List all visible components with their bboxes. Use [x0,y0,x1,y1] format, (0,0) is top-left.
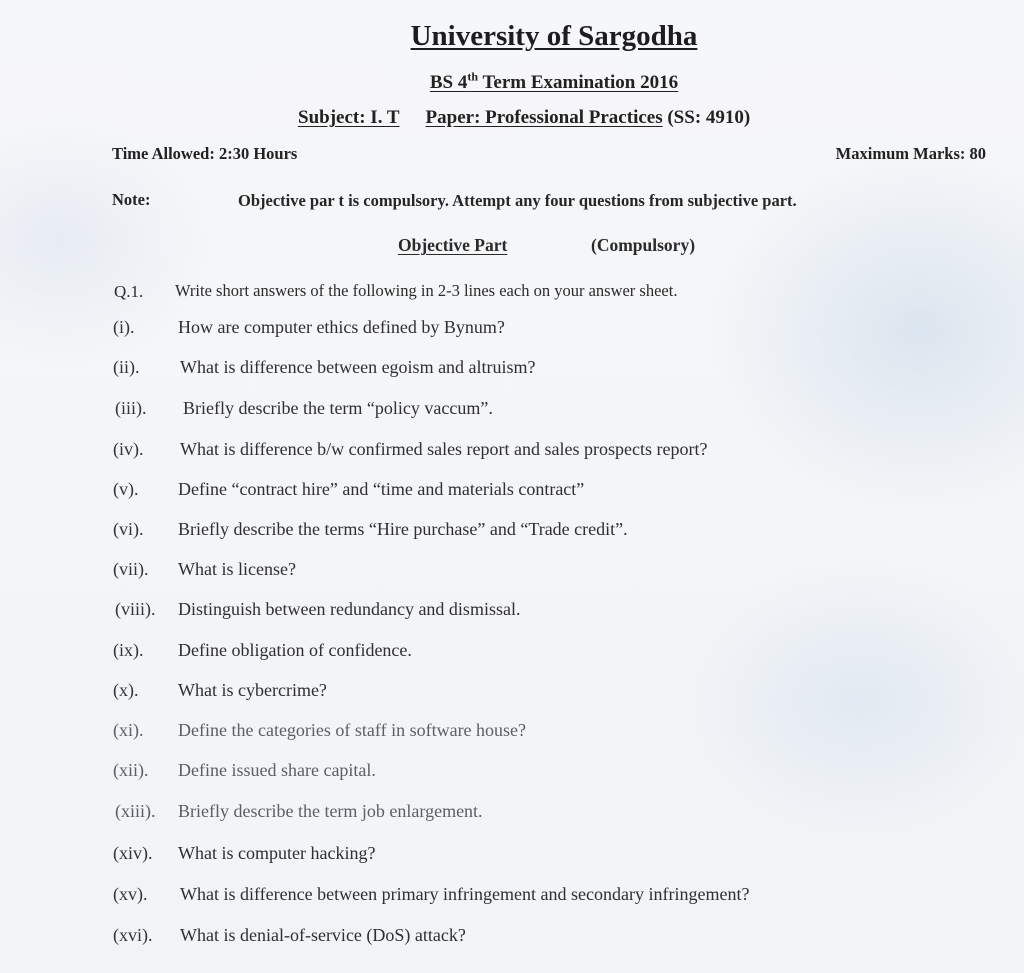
university-title: University of Sargodha [410,20,698,52]
item-number: (xiii). [115,801,156,821]
item-number: (iv). [113,439,144,459]
compulsory-label: (Compulsory) [591,235,696,255]
paper-code: (SS: 4910) [667,107,751,128]
item-text: What is license? [178,559,296,579]
item-number: (ii). [113,357,140,377]
item-number: (vii). [113,559,149,579]
item-number: (v). [113,479,139,499]
note-text: Objective par t is compulsory. Attempt any four questions from subjective part. [238,191,797,210]
subject-row [298,107,750,129]
subject-label: Subject: I. T [298,107,400,128]
question-number: Q.1. [114,282,144,301]
item-text: Distinguish between redundancy and dismissal. [178,599,521,619]
item-number: (xvi). [113,925,153,945]
item-text: What is difference between egoism and altruism? [180,357,536,377]
exam-title-superscript: th [467,70,479,84]
item-number: (iii). [115,398,147,418]
item-number: (xiv). [113,843,153,863]
item-number: (viii). [115,599,156,619]
objective-part-heading: Objective Part [398,235,508,255]
question-instruction: Write short answers of the following in 2-3 lines each on your answer sheet. [175,281,678,300]
item-number: (xv). [113,884,148,904]
item-number: (x). [113,680,139,700]
exam-title-prefix: BS 4 [429,72,468,94]
item-number: (i). [113,317,135,337]
item-number: (xii). [113,760,149,780]
item-text: What is difference b/w confirmed sales report and sales prospects report? [180,439,708,459]
item-text: What is denial-of-service (DoS) attack? [180,925,466,945]
item-text: Briefly describe the term “policy vaccum”. [183,398,493,418]
item-text: What is cybercrime? [178,680,327,700]
item-text: What is computer hacking? [178,843,376,863]
note-label: Note: [112,190,151,209]
exam-title-suffix: Term Examination 2016 [478,72,679,94]
item-number: (ix). [113,640,144,660]
item-text: Briefly describe the term job enlargement. [178,801,483,821]
time-allowed: Time Allowed: 2:30 Hours [112,144,298,163]
item-text: Define the categories of staff in software house? [178,720,527,740]
item-number: (vi). [113,519,144,539]
exam-title [0,70,1024,94]
item-text: Define “contract hire” and “time and materials contract” [178,479,585,499]
item-text: Briefly describe the terms “Hire purchase” and “Trade credit”. [178,519,628,539]
item-text: What is difference between primary infringement and secondary infringement? [180,884,750,904]
item-number: (xi). [113,720,144,740]
paper-label: Paper: Professional Practices [425,107,663,128]
item-text: How are computer ethics defined by Bynum? [178,317,505,337]
item-text: Define obligation of confidence. [178,640,412,660]
maximum-marks: Maximum Marks: 80 [835,144,986,163]
item-text: Define issued share capital. [178,760,376,780]
